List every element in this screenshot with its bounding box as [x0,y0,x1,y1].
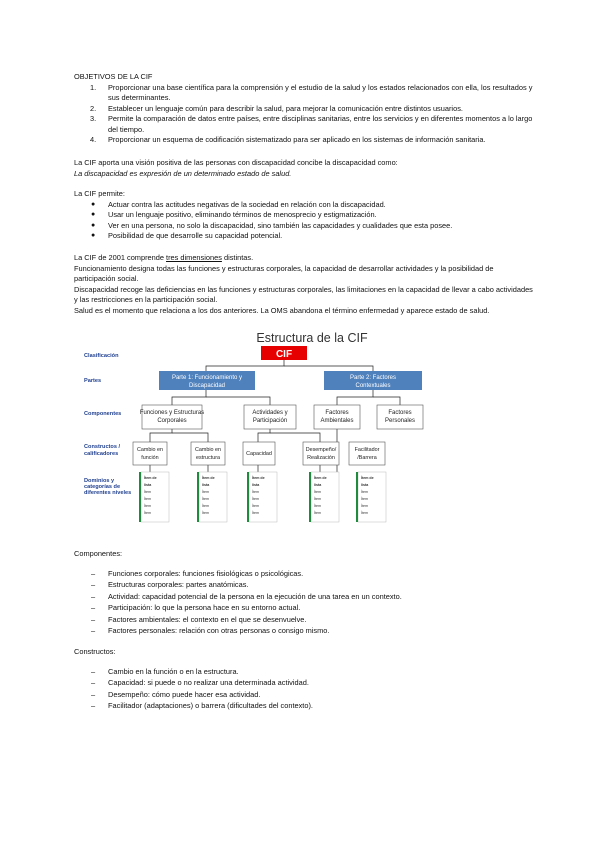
domain-list-box [356,472,386,522]
permite-item: ● Posibilidad de que desarrolle su capacidad potencial. [91,231,283,240]
domain-list-text: Ítem de [202,476,215,480]
domain-list-box [197,472,227,522]
comp-ambientales-box [314,405,360,429]
objetivos-list [74,83,534,146]
domain-list-text: Ítem de [252,476,265,480]
domain-list-text: lista [314,483,322,487]
objetivos-section [74,72,534,146]
comp-funciones-line2: Corporales [157,418,187,424]
comp-funciones-line1: Funciones y Estructuras [139,410,205,416]
domain-list-text: Ítem [144,490,151,494]
componente-item: – Participación: lo que la persona hace en su entorno actual. [91,603,301,613]
permite-list [74,200,534,242]
permite-item: ● Ver en una persona, no solo la discapacidad, sino también las capacidades y cualidades que esta posee. [91,220,453,230]
domain-list-text: Ítem [252,497,259,501]
label-clasificacion: Clasificación [84,353,119,359]
label-componentes: Componentes [84,411,122,417]
label-constructos: Constructos / [84,444,121,450]
label-niveles: diferentes niveles [84,490,132,496]
parte-1-label-line1: Parte 1: Funcionamiento y [171,375,243,381]
con-estructura-line2: estructura [196,455,220,461]
constructos-title: Constructos: [74,647,116,656]
con-estructura-box [191,442,225,465]
comp-ambientales-line2: Ambientales [320,418,354,424]
domain-list-text: lista [361,483,369,487]
permite-title: La CIF permite: [74,189,125,198]
con-desempeno-line2: Realización [307,455,335,461]
comp-personales-line1: Factores [388,410,412,416]
permite-item: ● Actuar contra las actitudes negativas de la sociedad en relación con la discapacidad. [91,199,386,209]
domain-list-text: Ítem [252,511,259,515]
domain-list-text: Ítem [361,504,368,508]
constructo-item: – Capacidad: si puede o no realizar una determinada actividad. [91,678,309,688]
domain-list-text: Ítem [314,511,321,515]
domain-list-text: Ítem [252,504,259,508]
domain-list-text: lista [144,483,152,487]
label-dominios: Dominios y [84,478,115,484]
con-funcion-box [133,442,167,465]
comp-funciones-box [139,405,205,429]
componentes-list [74,568,534,638]
domain-list-text: Ítem [202,497,209,501]
domain-list-text: Ítem [314,490,321,494]
label-categorias: categorías de [84,484,121,490]
root-cif-label: CIF [275,349,293,360]
dimension-discapacidad: Discapacidad recoge las deficiencias en las funciones y estructuras corporales, las limitaciones en la capacidad de llevar a cabo actividades y las restricciones en la participación social. [74,284,533,304]
domain-list-text: Ítem [144,497,151,501]
componente-item: – Factores ambientales: el contexto en el que se desenvuelve. [91,614,307,624]
vision-section [74,158,534,179]
domain-list-text: Ítem [144,504,151,508]
diagram-title: Estructura de la CIF [256,331,368,345]
domain-list-green-bar [139,472,141,522]
domain-list-text: Ítem [361,511,368,515]
domain-list-green-bar [197,472,199,522]
domain-list-text: Ítem [361,490,368,494]
constructo-item: – Facilitador (adaptaciones) o barrera (dificultades del contexto). [91,701,313,711]
domain-list-text: Ítem [202,504,209,508]
permite-section [74,189,534,242]
label-partes: Partes [84,378,102,384]
con-desempeno-box [303,442,339,465]
con-facilitador-line1: Facilitador [354,447,380,453]
domain-list-text: Ítem [361,497,368,501]
domain-list-text: Ítem de [314,476,327,480]
domain-list-text: Ítem [252,490,259,494]
domain-list-green-bar [356,472,358,522]
domain-boxes [139,472,386,522]
domain-list-text: Ítem [202,511,209,515]
con-estructura-line1: Cambio en [194,447,222,453]
domain-list-text: Ítem de [361,476,374,480]
con-funcion-line1: Cambio en [136,447,164,453]
objetivo-item: 3. Permite la comparación de datos entre países, entre disciplinas sanitarias, entre los servicios y en diferentes momentos a lo largo del tiempo. [90,114,533,134]
comp-actividades-line1: Actividades y [252,410,288,416]
parte-1-label-line2: Discapacidad [188,383,226,389]
parte-2-label-line1: Parte 2: Factores [349,375,397,381]
dimension-funcionamiento: Funcionamiento designa todas las funciones y estructuras corporales, la capacidad de desarrollar actividades y la posibilidad de participación social. [74,263,494,283]
componente-item: – Factores personales: relación con otras personas o consigo mismo. [91,626,330,636]
componente-item: – Funciones corporales: funciones fisiológicas o psicológicas. [91,568,304,578]
constructo-item: – Desempeño: cómo puede hacer esa actividad. [91,689,261,699]
dimensiones-intro: La CIF de 2001 comprende tres dimensiones distintas. [74,253,254,262]
con-capacidad-label: Capacidad [246,451,272,457]
componente-item: – Actividad: capacidad potencial de la persona en la ejecución de una tarea en un contexto. [91,591,402,601]
bullet-icon: ● [91,211,96,218]
con-funcion-line2: función [141,455,159,461]
permite-item: ● Usar un lenguaje positivo, eliminando términos de menosprecio y estigmatización. [91,210,377,219]
comp-actividades-box [244,405,296,429]
cif-structure-diagram [76,326,528,526]
domain-list-green-bar [309,472,311,522]
vision-text: La CIF aporta una visión positiva de las personas con discapacidad concibe la discapacidad como: [74,158,398,167]
parte-2-label-line2: Contextuales [355,383,391,389]
constructos-section [74,647,534,712]
bullet-icon: ● [91,200,96,208]
constructo-item: – Cambio en la función o en la estructura. [91,666,239,676]
comp-ambientales-line1: Factores [325,410,349,416]
con-facilitador-box-real [349,442,385,465]
con-desempeno-line1: Desempeño/ [305,447,337,453]
domain-list-text: Ítem [144,511,151,515]
vision-quote: La discapacidad es expresión de un determinado estado de salud. [74,168,292,178]
componentes-title: Componentes: [74,549,123,558]
domain-list-box [309,472,339,522]
comp-actividades-line2: Participación [252,418,288,424]
domain-list-text: Ítem [314,497,321,501]
domain-list-box [139,472,169,522]
dimension-salud: Salud es el momento que relaciona a los dos anteriores. La OMS abandona el término enfermedad y aparece estado de salud. [74,305,490,315]
label-calificadores: calificadores [84,451,119,457]
objetivo-item: 1. Proporcionar una base científica para la comprensión y el estudio de la salud y los estados relacionados con ella, los resultados y sus determinantes. [90,82,533,102]
objetivos-title: OBJETIVOS DE LA CIF [74,72,153,81]
bullet-icon: ● [91,232,96,239]
objetivo-item: 2. Establecer un lenguaje común para describir la salud, para mejorar la comunicación entre distintos usuarios. [90,103,463,113]
componente-item: – Estructuras corporales: partes anatómicas. [91,580,249,590]
comp-personales-line2: Personales [384,418,416,424]
con-facilitador-line2: /Barrera [357,455,377,461]
domain-list-text: lista [202,483,210,487]
domain-list-text: Ítem [314,504,321,508]
objetivo-item: 4. Proporcionar un esquema de codificación sistematizado para ser aplicado en los sistemas de información sanitaria. [90,135,486,144]
domain-list-green-bar [247,472,249,522]
domain-list-text: Ítem de [144,476,157,480]
bullet-icon: ● [91,221,96,229]
dimensiones-section [74,253,534,316]
domain-list-text: Ítem [202,490,209,494]
domain-list-text: lista [252,483,260,487]
componentes-section [74,549,534,637]
comp-personales-box [377,405,423,429]
domain-list-box [247,472,277,522]
constructos-list [74,666,534,712]
